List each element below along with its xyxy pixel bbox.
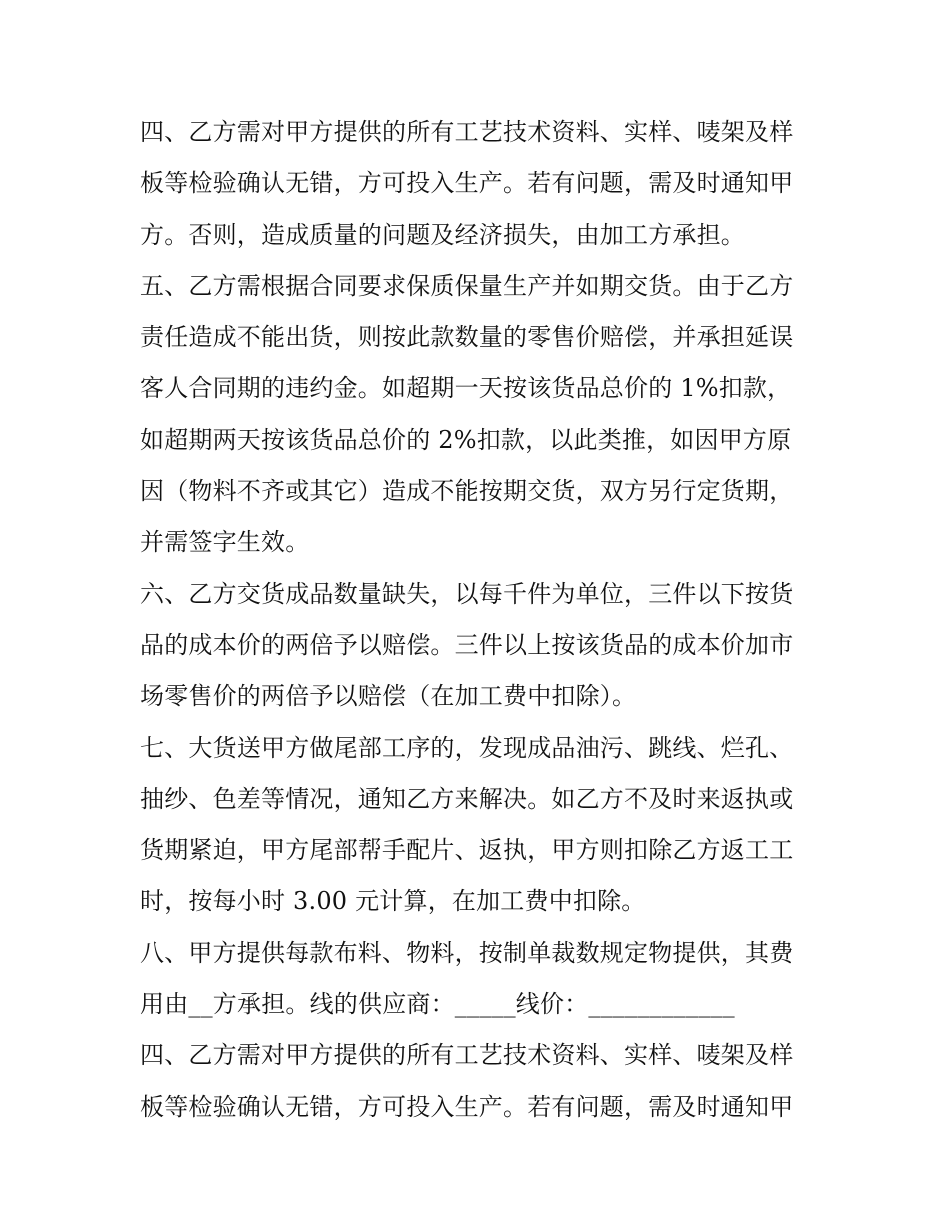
- text-line: 四、乙方需对甲方提供的所有工艺技术资料、实样、唛架及样: [140, 118, 794, 146]
- text-line: 方。否则，造成质量的问题及经济损失，由加工方承担。: [140, 220, 745, 249]
- text-line: 并需签字生效。: [140, 528, 310, 557]
- text-line: 品的成本价的两倍予以赔偿。三件以上按该货品的成本价加市: [140, 630, 794, 659]
- text-line: 六、乙方交货成品数量缺失，以每千件为单位，三件以下按货: [140, 579, 794, 608]
- text-line: 抽纱、色差等情况，通知乙方来解决。如乙方不及时来返执或: [140, 784, 794, 813]
- text-line: 四、乙方需对甲方提供的所有工艺技术资料、实样、唛架及样: [140, 1041, 794, 1070]
- text-line: 七、大货送甲方做尾部工序的，发现成品油污、跳线、烂孔、: [140, 733, 794, 762]
- text-line: 八、甲方提供每款布料、物料，按制单裁数规定物提供，其费: [140, 938, 794, 967]
- text-line: 责任造成不能出货，则按此款数量的零售价赔偿，并承担延误: [140, 323, 794, 352]
- text-line: 用由__方承担。线的供应商：_____线价：____________: [140, 990, 735, 1019]
- text-line: 板等检验确认无错，方可投入生产。若有问题，需及时通知甲: [140, 1092, 794, 1121]
- text-line: 场零售价的两倍予以赔偿（在加工费中扣除）。: [140, 682, 637, 711]
- text-line: 货期紧迫，甲方尾部帮手配片、返执，甲方则扣除乙方返工工: [140, 836, 794, 865]
- text-line: 板等检验确认无错，方可投入生产。若有问题，需及时通知甲: [140, 169, 794, 198]
- text-line: 客人合同期的违约金。如超期一天按该货品总价的 1%扣款，: [140, 374, 792, 403]
- text-line: 因（物料不齐或其它）造成不能按期交货，双方另行定货期，: [140, 477, 794, 506]
- text-line: 时，按每小时 3.00 元计算，在加工费中扣除。: [140, 887, 646, 916]
- document-body: [140, 107, 820, 1133]
- text-line: 如超期两天按该货品总价的 2%扣款，以此类推，如因甲方原: [140, 425, 792, 454]
- text-line: 五、乙方需根据合同要求保质保量生产并如期交货。由于乙方: [140, 271, 794, 300]
